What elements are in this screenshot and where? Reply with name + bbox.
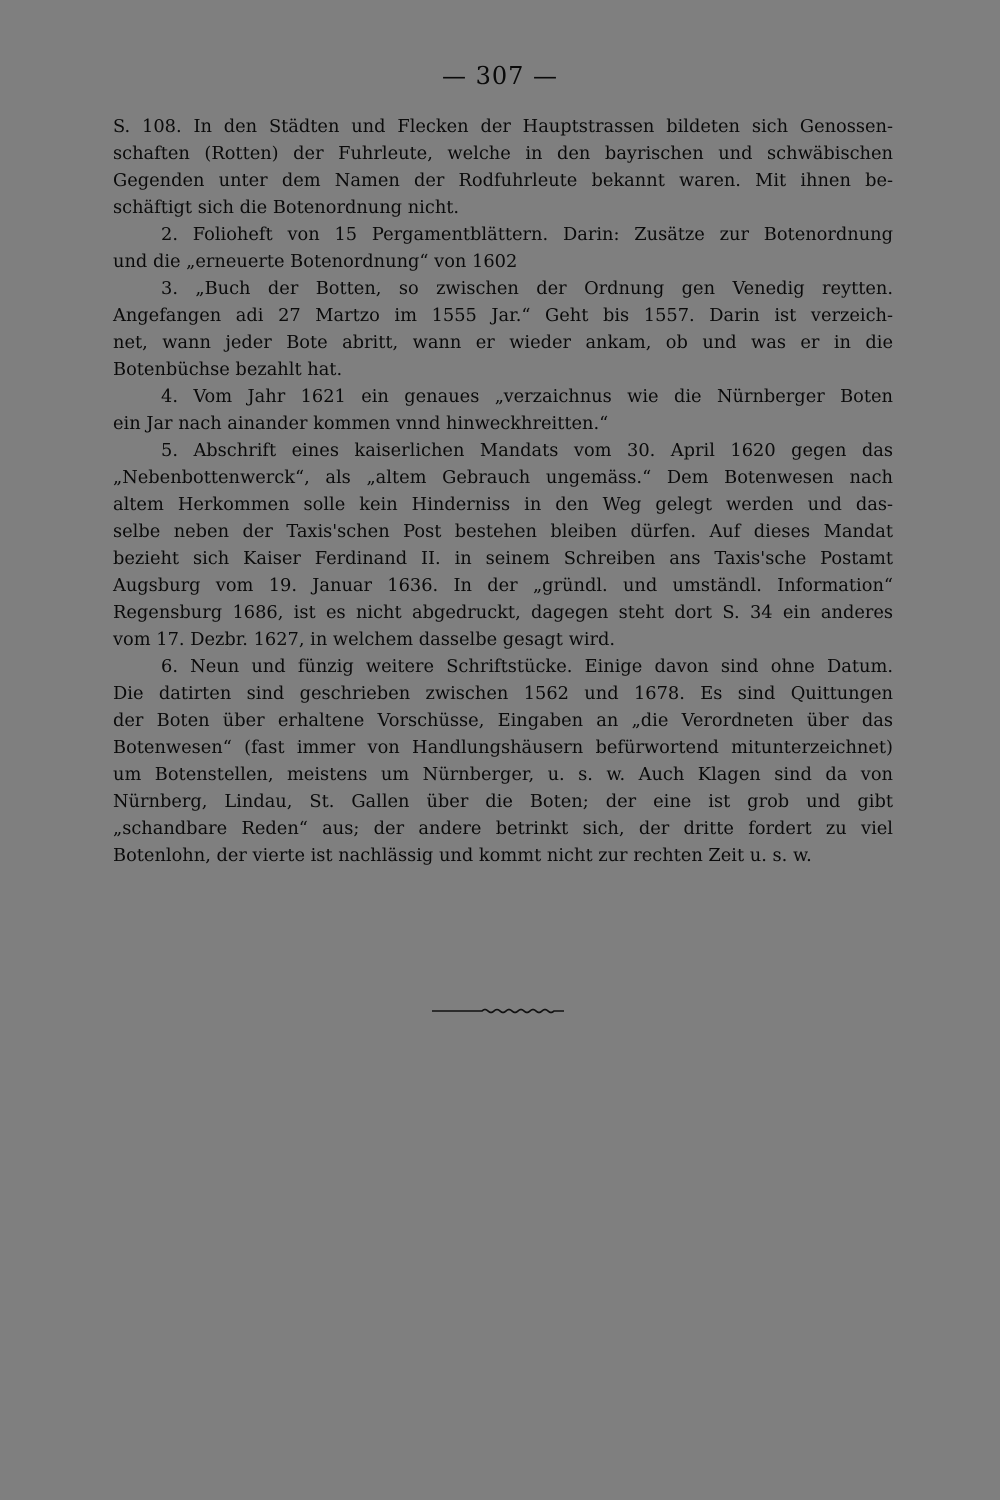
text-line: net, wann jeder Bote abritt, wann er wieder ankam, ob und was er in die <box>113 332 893 353</box>
text-line: „Nebenbottenwerck“, als „altem Gebrauch ungemäss.“ Dem Botenwesen nach <box>113 467 893 488</box>
text-line: schäftigt sich die Botenordnung nicht. <box>113 197 460 218</box>
text-line: „schandbare Reden“ aus; der andere betrinkt sich, der dritte fordert zu viel <box>113 818 893 839</box>
text-line: Botenwesen“ (fast immer von Handlungshäusern befürwortend mitunterzeichnet) <box>113 737 893 758</box>
text-line: 3. „Buch der Botten, so zwischen der Ordnung gen Venedig reytten. <box>161 278 893 299</box>
text-line: Die datirten sind geschrieben zwischen 1562 und 1678. Es sind Quittungen <box>113 683 893 704</box>
text-line: Gegenden unter dem Namen der Rodfuhrleute bekannt waren. Mit ihnen be- <box>113 170 893 191</box>
text-line: 6. Neun und fünzig weitere Schriftstücke. Einige davon sind ohne Datum. <box>161 656 893 677</box>
text-line: 5. Abschrift eines kaiserlichen Mandats vom 30. April 1620 gegen das <box>161 440 893 461</box>
text-line: der Boten über erhaltene Vorschüsse, Eingaben an „die Verordneten über das <box>113 710 893 731</box>
text-line: Nürnberg, Lindau, St. Gallen über die Boten; der eine ist grob und gibt <box>113 791 893 812</box>
text-line: bezieht sich Kaiser Ferdinand II. in seinem Schreiben ans Taxis'sche Postamt <box>113 548 893 569</box>
text-line: 2. Folioheft von 15 Pergamentblättern. Darin: Zusätze zur Botenordnung <box>161 224 893 245</box>
text-line: Augsburg vom 19. Januar 1636. In der „gründl. und umständl. Information“ <box>113 575 893 596</box>
body-text <box>113 113 893 869</box>
end-ornament <box>432 1006 564 1016</box>
text-line: Botenbüchse bezahlt hat. <box>113 359 343 380</box>
text-line: altem Herkommen solle kein Hinderniss in den Weg gelegt werden und das- <box>113 494 893 515</box>
text-line: selbe neben der Taxis'schen Post bestehen bleiben dürfen. Auf dieses Mandat <box>113 521 893 542</box>
text-line: ein Jar nach ainander kommen vnnd hinweckhreitten.“ <box>113 413 609 434</box>
text-line: Regensburg 1686, ist es nicht abgedruckt, dagegen steht dort S. 34 ein anderes <box>113 602 893 623</box>
text-line: und die „erneuerte Botenordnung“ von 1602 <box>113 251 518 272</box>
text-line: S. 108. In den Städten und Flecken der Hauptstrassen bildeten sich Genossen- <box>113 116 893 137</box>
text-line: 4. Vom Jahr 1621 ein genaues „verzaichnus wie die Nürnberger Boten <box>161 386 893 407</box>
text-line: schaften (Rotten) der Fuhrleute, welche in den bayrischen und schwäbischen <box>113 143 893 164</box>
text-line: vom 17. Dezbr. 1627, in welchem dasselbe gesagt wird. <box>113 629 616 650</box>
page-number: — 307 — <box>441 62 559 90</box>
text-line: um Botenstellen, meistens um Nürnberger, u. s. w. Auch Klagen sind da von <box>113 764 893 785</box>
text-line: Angefangen adi 27 Martzo im 1555 Jar.“ Geht bis 1557. Darin ist verzeich- <box>113 305 893 326</box>
text-line: Botenlohn, der vierte ist nachlässig und kommt nicht zur rechten Zeit u. s. w. <box>113 845 812 866</box>
